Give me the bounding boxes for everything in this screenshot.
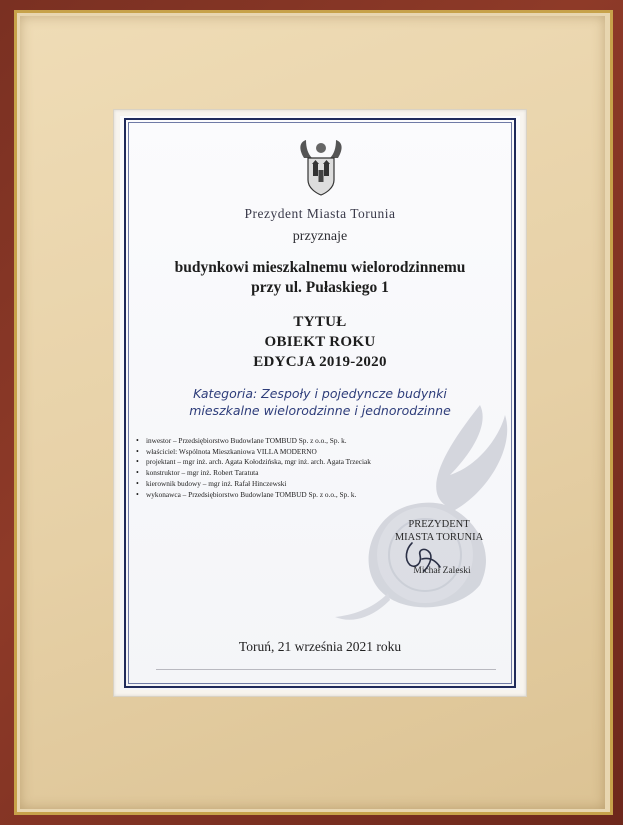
place-and-date: Toruń, 21 września 2021 roku: [238, 639, 402, 654]
signer-title-line-1: PREZYDENT: [408, 519, 470, 530]
credit-site-manager: • kierownik budowy – mgr inż. Rafał Hinczewski: [146, 479, 506, 490]
award-title-line-1: TYTUŁ: [293, 314, 347, 330]
recipient-line-2: przy ul. Pułaskiego 1: [251, 279, 389, 296]
awards-verb: przyznaje: [292, 229, 348, 244]
credit-structural-engineer: • konstruktor – mgr inż. Robert Taratuta: [146, 468, 506, 479]
recipient-line-1: budynkowi mieszkalnemu wielorodzinnemu: [174, 259, 466, 276]
credit-owner: • właściciel: Wspólnota Mieszkaniowa VILLA MODERNO: [146, 447, 506, 458]
award-category: [124, 385, 516, 419]
recipient: [124, 258, 516, 298]
wax-seal-icon: [330, 395, 520, 625]
signer-name: Michał Zaleski: [413, 566, 471, 576]
award-title-line-2: OBIEKT ROKU: [264, 334, 376, 350]
credit-contractor: • wykonawca – Przedsiębiorstwo Budowlane TOMBUD Sp. z o.o., Sp. k.: [146, 490, 506, 501]
category-line-2: mieszkalne wielorodzinne i jednorodzinne: [189, 403, 451, 418]
torun-coat-of-arms-icon: [296, 138, 346, 196]
issuer-heading: Prezydent Miasta Torunia: [244, 206, 396, 221]
credit-investor: • inwestor – Przedsiębiorstwo Budowlane TOMBUD Sp. z o.o., Sp. k.: [146, 436, 506, 447]
credits-list: [130, 436, 506, 500]
credit-designer: • projektant – mgr inż. arch. Agata Kołodzińska, mgr inż. arch. Agata Trzeciak: [146, 457, 506, 468]
category-line-1: Kategoria: Zespoły i pojedyncze budynki: [193, 386, 447, 401]
signer-title-line-2: MIASTA TORUNIA: [394, 531, 484, 543]
award-title-line-3: EDYCJA 2019-2020: [253, 354, 387, 370]
bottom-rule: [156, 669, 496, 670]
award-title: [124, 312, 516, 372]
